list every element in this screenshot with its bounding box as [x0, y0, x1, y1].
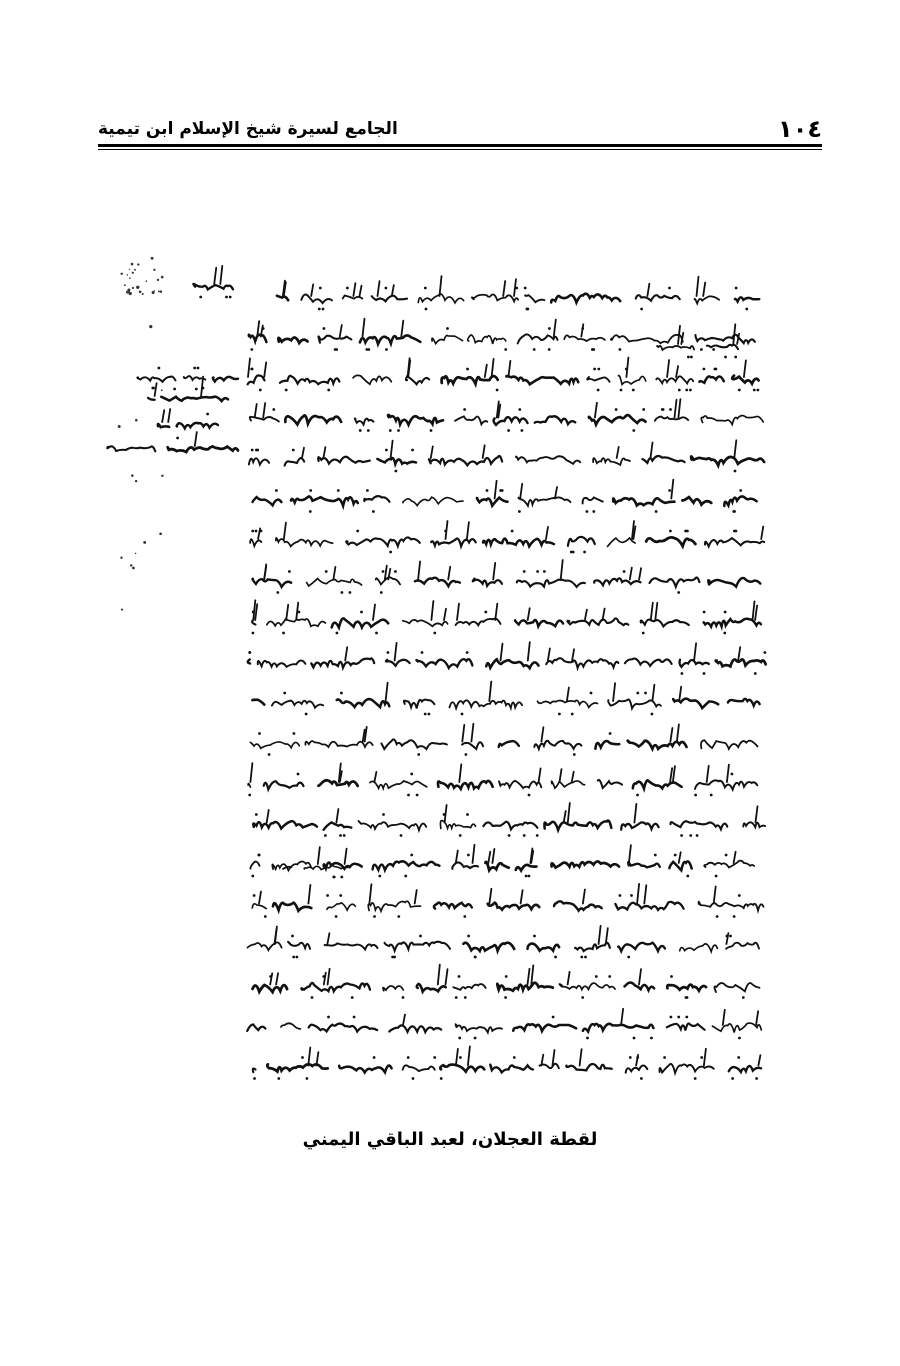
manuscript-line — [250, 521, 764, 553]
scan-speck — [157, 279, 159, 281]
margin-note — [193, 266, 233, 299]
scan-speck — [135, 419, 138, 422]
scan-speck — [143, 541, 146, 544]
manuscript-line — [249, 440, 764, 472]
scan-speck — [161, 276, 164, 279]
scan-speck — [158, 290, 160, 292]
scan-speck — [135, 480, 137, 482]
page-number: ١٠٤ — [778, 115, 822, 143]
manuscript-line — [248, 642, 767, 675]
scan-speck — [124, 284, 126, 286]
scan-speck — [129, 268, 130, 269]
scan-speck — [131, 263, 134, 266]
margin-note — [107, 432, 238, 452]
scan-speck — [130, 564, 132, 566]
scan-speck — [137, 263, 139, 265]
manuscript-line — [253, 560, 761, 594]
scan-speck — [126, 291, 129, 294]
manuscript-line — [248, 358, 760, 392]
scan-speck — [120, 273, 122, 275]
manuscript-line — [252, 884, 763, 918]
scan-speck — [132, 567, 135, 570]
manuscript-line — [252, 600, 761, 634]
manuscript-handwriting — [247, 276, 766, 1080]
scan-speck — [132, 287, 134, 289]
scan-speck — [149, 325, 152, 328]
scan-speck — [154, 290, 155, 291]
scan-speck — [146, 280, 148, 282]
scan-speck — [134, 269, 136, 271]
scan-speck — [159, 532, 162, 535]
scan-speck — [131, 474, 134, 477]
manuscript-image — [98, 248, 778, 1093]
manuscript-line — [248, 763, 757, 796]
scan-speck — [118, 425, 121, 428]
manuscript-line — [252, 480, 756, 513]
margin-note — [158, 409, 218, 428]
manuscript-line — [252, 682, 759, 716]
scan-speck — [120, 557, 122, 559]
scan-speck — [135, 553, 137, 555]
scan-speck — [129, 292, 132, 295]
manuscript-line — [277, 276, 759, 310]
scan-speck — [136, 286, 139, 289]
manuscript-line — [250, 845, 754, 878]
manuscript-line — [250, 399, 763, 432]
scan-speck — [127, 274, 129, 276]
manuscript-line — [253, 965, 760, 999]
header-rule — [98, 144, 822, 150]
scan-speck — [121, 609, 123, 611]
scan-speck — [161, 389, 163, 391]
figure-caption: لقطة العجلان، لعبد الباقي اليمني — [302, 1129, 598, 1150]
running-title: الجامع لسيرة شيخ الإسلام ابن تيمية — [98, 119, 398, 139]
manuscript-scan — [98, 248, 778, 1093]
scan-speck — [160, 290, 163, 293]
manuscript-line — [248, 926, 760, 959]
scan-specks — [118, 257, 164, 611]
scan-speck — [132, 272, 134, 274]
scan-speck — [139, 290, 142, 293]
manuscript-line — [247, 1009, 761, 1040]
scan-speck — [153, 269, 155, 271]
scan-speck — [129, 277, 131, 279]
scan-speck — [151, 257, 154, 260]
manuscript-line — [250, 724, 757, 756]
scan-speck — [142, 293, 144, 295]
scan-speck — [161, 475, 163, 477]
manuscript-line — [253, 803, 765, 837]
manuscript-line — [253, 1046, 761, 1079]
page-header — [98, 112, 822, 148]
